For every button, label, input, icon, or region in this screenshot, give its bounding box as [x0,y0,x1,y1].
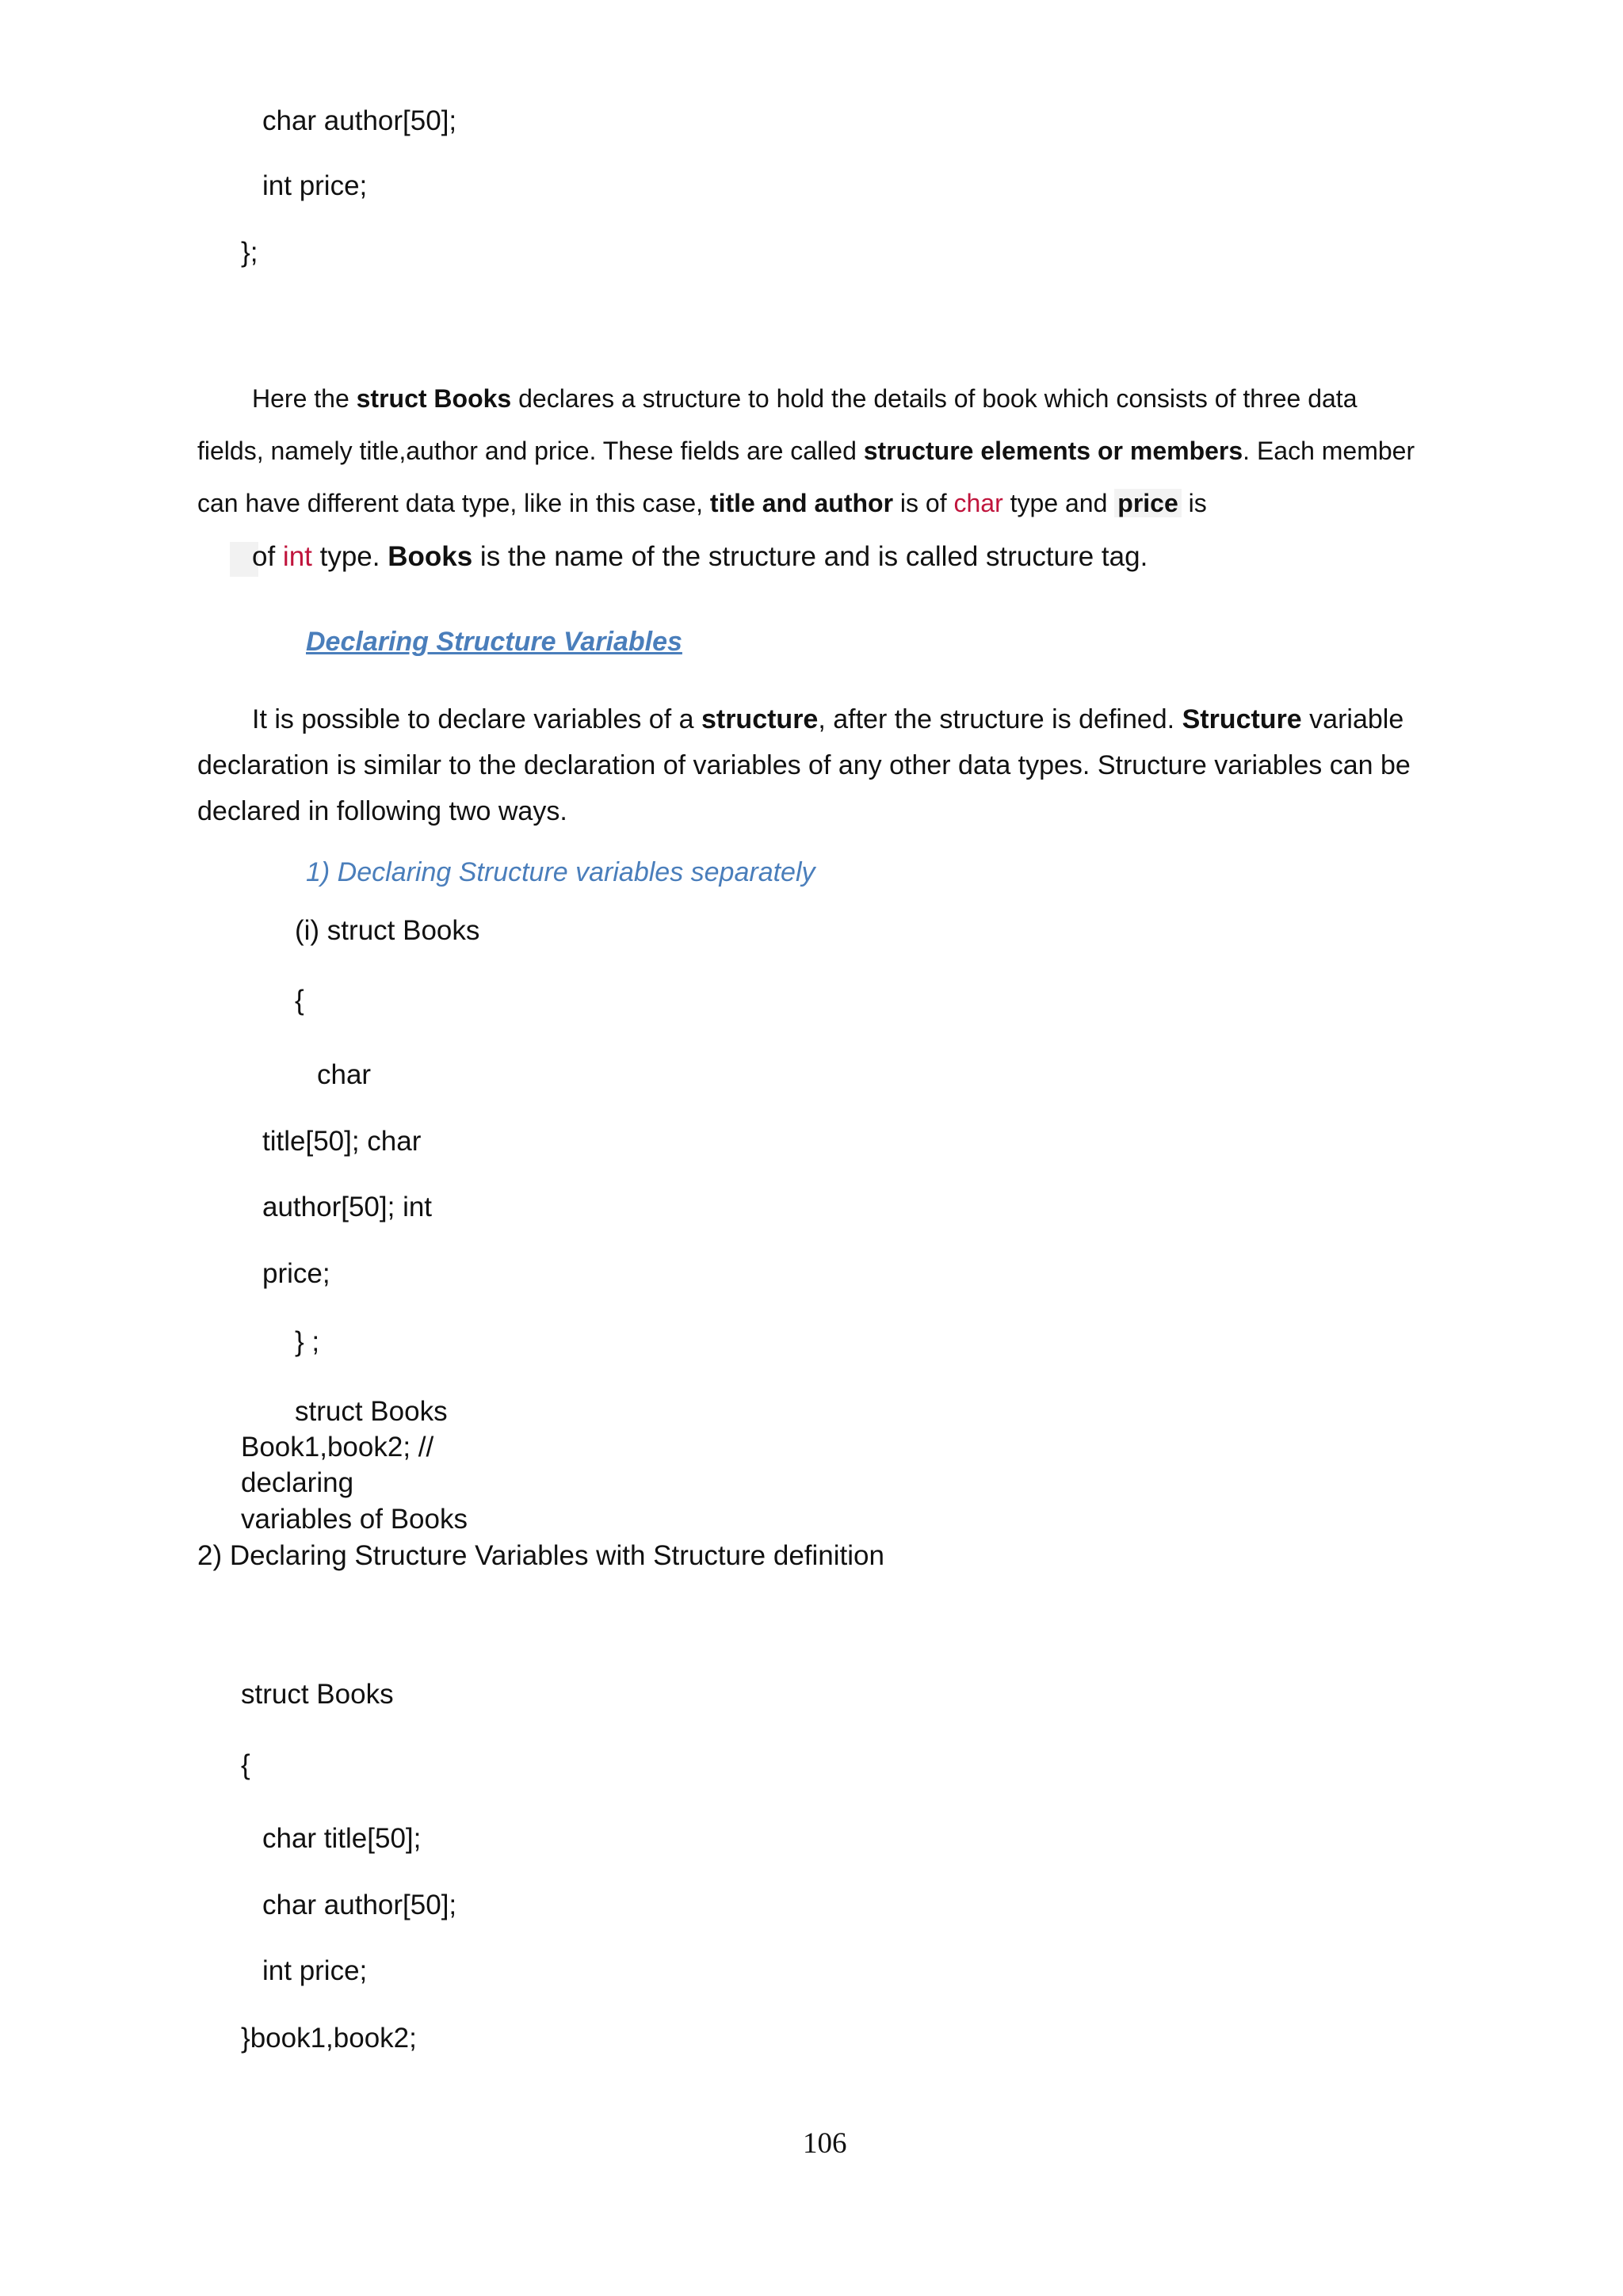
paragraph-line: of int type. Books is the name of the structure and is called structure tag. [252,541,1148,572]
paragraph-line: It is possible to declare variables of a structure, after the structure is defined. Structure variable [252,704,1404,734]
code-line: (i) struct Books [295,915,480,946]
paragraph-line: fields, namely title,author and price. These fields are called structure elements or members. Each member [197,437,1415,465]
code-line: } ; [295,1326,320,1357]
code-line: Book1,book2; // [241,1432,434,1463]
code-line: { [241,1749,250,1780]
code-line: struct Books [241,1679,394,1710]
code-line: char [317,1059,372,1090]
code-line: variables of Books [241,1504,468,1535]
code-line: char author[50]; [262,1890,457,1920]
paragraph-line: declaration is similar to the declaration of variables of any other data types. Structure variables can be [197,750,1411,780]
code-line: author[50]; int [262,1192,433,1222]
paragraph-line: can have different data type, like in this case, title and author is of char type and price is [197,489,1207,517]
code-line: }; [241,237,258,268]
paragraph-line: Here the struct Books declares a structure to hold the details of book which consists of three data [252,384,1358,413]
code-line: declaring [241,1467,354,1498]
subheading: 1) Declaring Structure variables separately [306,857,815,887]
subheading: 2) Declaring Structure Variables with Structure definition [197,1540,884,1571]
code-line: { [295,985,304,1016]
paragraph-line: declared in following two ways. [197,796,567,826]
code-line: title[50]; char [262,1126,422,1157]
code-line: struct Books [295,1396,448,1427]
code-line: int price; [262,1955,368,1986]
section-heading: Declaring Structure Variables [306,627,682,657]
code-line: char title[50]; [262,1823,422,1854]
code-line: int price; [262,170,368,201]
code-line: price; [262,1258,330,1289]
code-line: }book1,book2; [241,2023,417,2054]
page-number: 106 [803,2127,847,2160]
code-line: char author[50]; [262,105,457,136]
